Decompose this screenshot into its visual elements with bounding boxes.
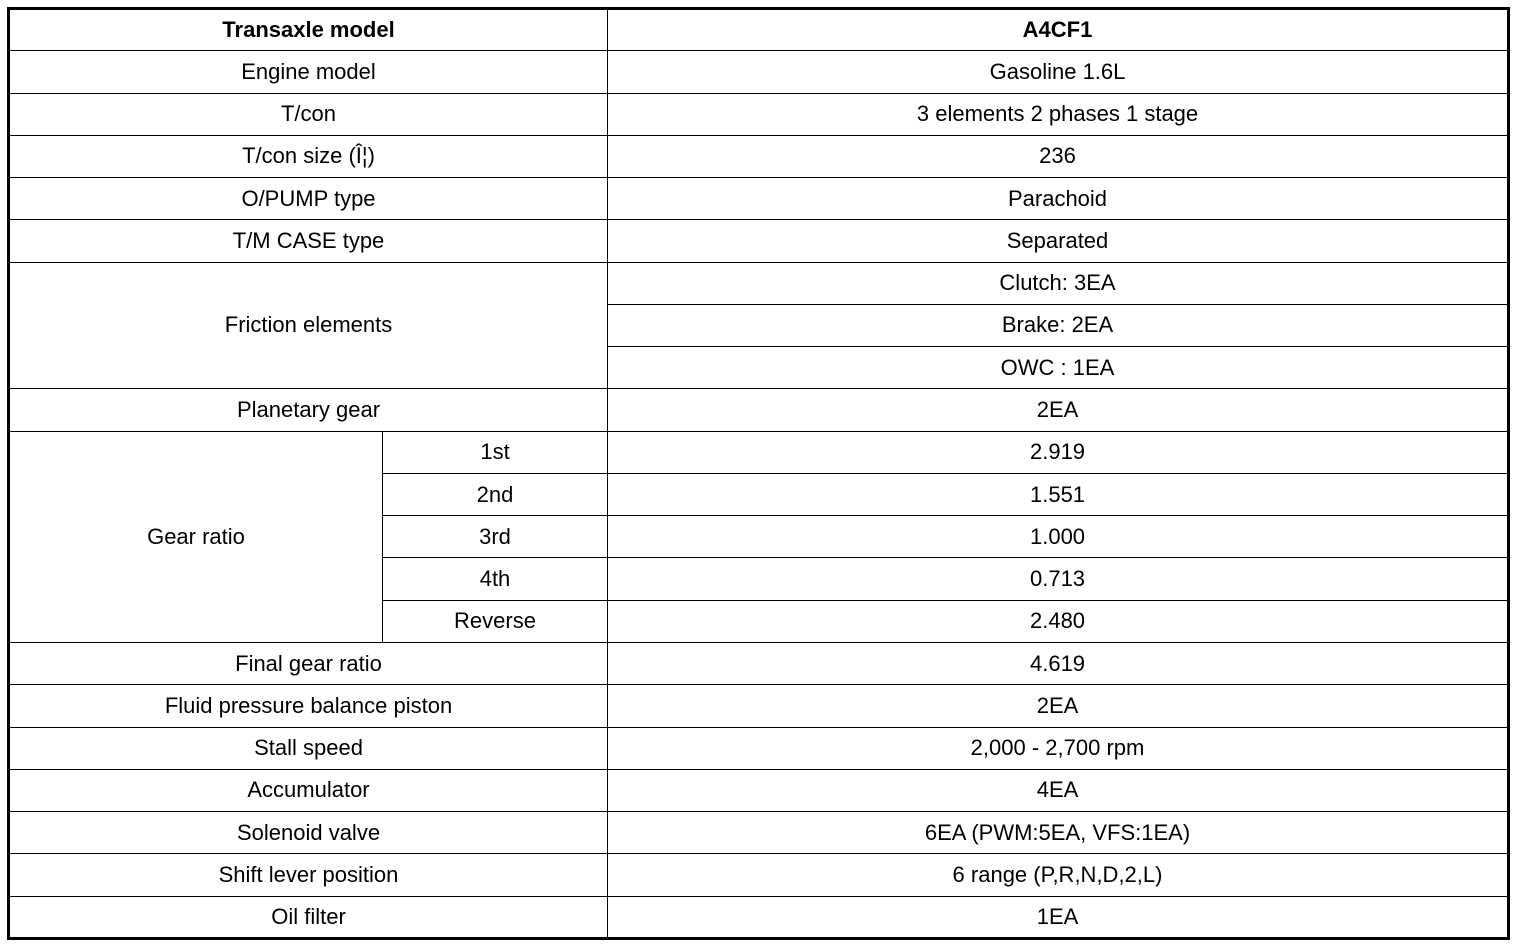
transaxle-spec-table: [7, 7, 1510, 940]
table-row: [9, 93, 1509, 135]
row-label: T/M CASE type: [9, 220, 608, 262]
table-row: [9, 51, 1509, 93]
planetary-label: Planetary gear: [9, 389, 608, 431]
table-row: [9, 220, 1509, 262]
gear-value: 0.713: [608, 558, 1509, 600]
row-label: Oil filter: [9, 896, 608, 938]
table-row: [9, 727, 1509, 769]
gear-value: 1.551: [608, 473, 1509, 515]
row-value: 6 range (P,R,N,D,2,L): [608, 854, 1509, 896]
row-value: 6EA (PWM:5EA, VFS:1EA): [608, 812, 1509, 854]
row-label: Final gear ratio: [9, 642, 608, 684]
friction-label: Friction elements: [9, 262, 608, 389]
friction-row: [9, 262, 1509, 304]
table-row: [9, 642, 1509, 684]
friction-value: Clutch: 3EA: [608, 262, 1509, 304]
row-value: Separated: [608, 220, 1509, 262]
table-row: [9, 812, 1509, 854]
row-value: Parachoid: [608, 178, 1509, 220]
row-label: T/con size (Î¦): [9, 135, 608, 177]
gear-ratio-row: [9, 431, 1509, 473]
row-value: 2EA: [608, 685, 1509, 727]
gear-value: 2.480: [608, 600, 1509, 642]
row-label: Engine model: [9, 51, 608, 93]
table-row: [9, 896, 1509, 938]
gear-value: 2.919: [608, 431, 1509, 473]
row-label: O/PUMP type: [9, 178, 608, 220]
row-value: Gasoline 1.6L: [608, 51, 1509, 93]
gear-ratio-label: Gear ratio: [9, 431, 383, 642]
planetary-value: 2EA: [608, 389, 1509, 431]
friction-value: Brake: 2EA: [608, 304, 1509, 346]
table-row: [9, 854, 1509, 896]
table-row: [9, 769, 1509, 811]
header-label: Transaxle model: [9, 9, 608, 51]
table-row: [9, 685, 1509, 727]
gear-name: 3rd: [383, 516, 608, 558]
row-label: Shift lever position: [9, 854, 608, 896]
row-label: Solenoid valve: [9, 812, 608, 854]
friction-value: OWC : 1EA: [608, 347, 1509, 389]
table-row: [9, 135, 1509, 177]
gear-name: 2nd: [383, 473, 608, 515]
row-value: 236: [608, 135, 1509, 177]
row-label: Accumulator: [9, 769, 608, 811]
header-row: [9, 9, 1509, 51]
row-value: 4.619: [608, 642, 1509, 684]
row-value: 1EA: [608, 896, 1509, 938]
row-value: 3 elements 2 phases 1 stage: [608, 93, 1509, 135]
row-label: Fluid pressure balance piston: [9, 685, 608, 727]
row-label: T/con: [9, 93, 608, 135]
gear-name: Reverse: [383, 600, 608, 642]
table-row: [9, 178, 1509, 220]
gear-name: 4th: [383, 558, 608, 600]
gear-value: 1.000: [608, 516, 1509, 558]
header-value: A4CF1: [608, 9, 1509, 51]
row-label: Stall speed: [9, 727, 608, 769]
gear-name: 1st: [383, 431, 608, 473]
row-value: 2,000 - 2,700 rpm: [608, 727, 1509, 769]
row-value: 4EA: [608, 769, 1509, 811]
table-row: [9, 389, 1509, 431]
